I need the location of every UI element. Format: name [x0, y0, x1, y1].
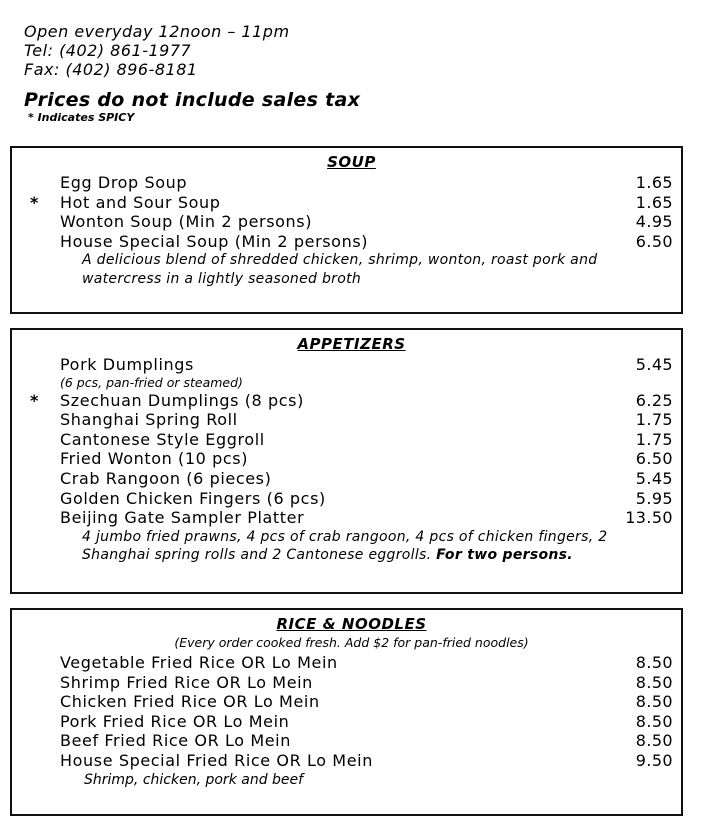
item-price: 5.45: [635, 468, 673, 488]
item-price: 1.75: [635, 410, 673, 430]
item-price: 1.75: [635, 429, 673, 449]
item-name: House Special Fried Rice OR Lo Mein: [60, 750, 373, 770]
item-price: 6.50: [635, 449, 673, 469]
item-price: 5.45: [635, 355, 673, 374]
sampler-description: [30, 528, 673, 565]
item-price: 13.50: [625, 508, 673, 528]
item-price: 8.50: [635, 711, 673, 731]
menu-item: [30, 673, 673, 693]
item-name: Cantonese Style Eggroll: [60, 429, 265, 449]
sampler-contents: 4 jumbo fried prawns, 4 pcs of crab rangoon, 4 pcs of chicken fingers, 2 Shanghai spring rolls and 2 Cantonese eggrolls.: [82, 528, 608, 564]
item-name: Golden Chicken Fingers (6 pcs): [60, 488, 326, 508]
rice-noodles-title: RICE & NOODLES: [276, 615, 427, 633]
menu-item: [30, 469, 673, 489]
fax-text: Fax: (402) 896-8181: [24, 60, 198, 79]
spicy-legend: * Indicates SPICY: [28, 111, 135, 124]
item-name: Egg Drop Soup: [60, 173, 188, 192]
menu-item: [30, 692, 673, 712]
item-name: Pork Dumplings: [60, 355, 194, 374]
item-name: Beef Fried Rice OR Lo Mein: [60, 731, 291, 751]
menu-item: [30, 430, 673, 450]
item-price: 8.50: [635, 692, 673, 712]
appetizers-title: APPETIZERS: [297, 335, 406, 353]
menu-header: [24, 22, 684, 125]
menu-item: [30, 489, 673, 509]
telephone-text: Tel: (402) 861-1977: [24, 41, 192, 60]
item-price: 8.50: [635, 653, 673, 672]
item-name: Crab Rangoon (6 pieces): [60, 468, 272, 488]
item-name: Chicken Fried Rice OR Lo Mein: [60, 692, 320, 712]
item-name: Pork Fried Rice OR Lo Mein: [60, 711, 290, 731]
item-price: 5.95: [635, 488, 673, 508]
rice-noodles-section: [10, 608, 683, 816]
spicy-marker: *: [30, 390, 39, 410]
hours-text: Open everyday 12noon – 11pm: [24, 22, 290, 41]
menu-item: [30, 449, 673, 469]
menu-item: [30, 508, 673, 528]
item-name: Wonton Soup (Min 2 persons): [60, 212, 313, 232]
house-special-description: Shrimp, chicken, pork and beef: [84, 771, 304, 788]
item-price: 8.50: [635, 672, 673, 692]
item-name: Hot and Sour Soup: [60, 192, 221, 212]
dumpling-note: (6 pcs, pan-fried or steamed): [60, 374, 243, 390]
soup-title: SOUP: [327, 153, 376, 171]
item-name: House Special Soup (Min 2 persons): [60, 231, 369, 251]
tax-notice: Prices do not include sales tax: [24, 89, 361, 111]
sampler-serving-note: For two persons.: [436, 547, 573, 564]
menu-item: [30, 173, 673, 193]
menu-item: [30, 751, 673, 771]
item-name: Szechuan Dumplings (8 pcs): [60, 390, 304, 410]
menu-item: [30, 731, 673, 751]
item-name: Fried Wonton (10 pcs): [60, 449, 249, 469]
menu-item: [30, 712, 673, 732]
item-price: 6.50: [635, 231, 673, 251]
house-soup-description: A delicious blend of shredded chicken, shrimp, wonton, roast pork and watercress in a lightly seasoned broth: [82, 252, 598, 287]
rice-noodles-note: (Every order cooked fresh. Add $2 for pan-fried noodles): [174, 635, 529, 650]
item-price: 9.50: [635, 750, 673, 770]
menu-item: [30, 410, 673, 430]
menu-item: [30, 212, 673, 232]
menu-item: [30, 391, 673, 411]
menu-item: [30, 355, 673, 375]
menu-item: [30, 193, 673, 213]
item-price: 1.65: [635, 173, 673, 192]
item-price: 1.65: [635, 192, 673, 212]
appetizers-section: [10, 328, 683, 594]
item-name: Shrimp Fried Rice OR Lo Mein: [60, 672, 313, 692]
item-name: Vegetable Fried Rice OR Lo Mein: [60, 653, 338, 672]
item-price: 4.95: [635, 212, 673, 232]
item-name: Shanghai Spring Roll: [60, 410, 238, 430]
item-price: 6.25: [635, 390, 673, 410]
item-name: Beijing Gate Sampler Platter: [60, 508, 305, 528]
menu-item: [30, 653, 673, 673]
soup-section: [10, 146, 683, 314]
item-price: 8.50: [635, 731, 673, 751]
menu-item: [30, 232, 673, 252]
spicy-marker: *: [30, 192, 39, 212]
